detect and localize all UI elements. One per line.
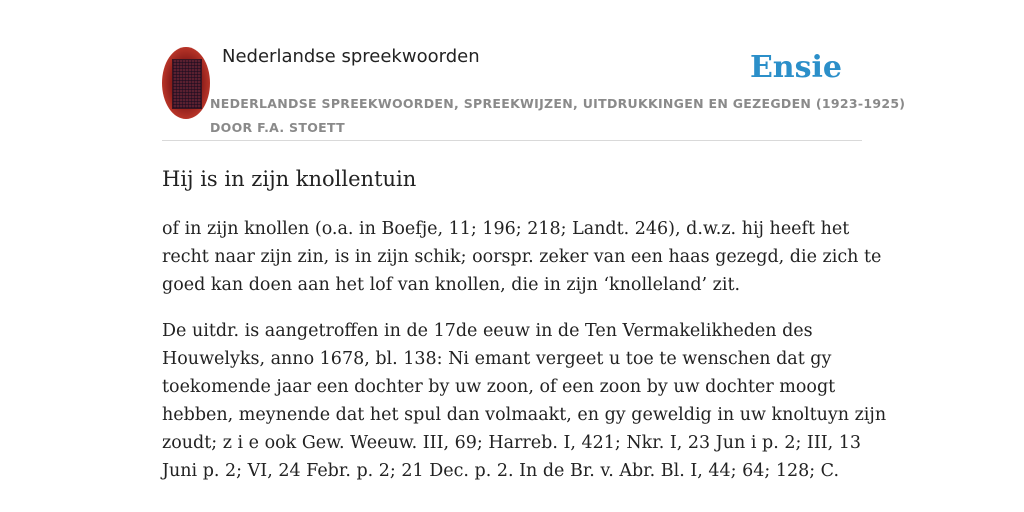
paragraph-1 xyxy=(162,215,882,299)
brand-logo[interactable]: Ensie xyxy=(749,50,842,85)
subtitle-author-line: DOOR F.A. STOETT xyxy=(210,120,345,135)
article xyxy=(162,160,887,485)
text-line: recht naar zijn zin, is in zijn schik; oorspr. zeker van een haas gezegd, die zich te xyxy=(162,247,882,267)
text-line: goed kan doen aan het lof van knollen, die in zijn ‘knolleland’ zit. xyxy=(162,275,741,295)
header xyxy=(162,44,906,141)
text-line: De uitdr. is aangetroffen in de 17de eeuw in de Ten Vermakelikheden des xyxy=(162,321,813,341)
text-line: hebben, meynende dat het spul dan volmaakt, en gy geweldig in uw knoltuyn zijn xyxy=(162,405,887,425)
text-line: Juni p. 2; VI, 24 Febr. p. 2; 21 Dec. p. 2. In de Br. v. Abr. Bl. I, 44; 64; 128; C. xyxy=(162,461,840,481)
text-line: toekomende jaar een dochter by uw zoon, of een zoon by uw dochter moogt xyxy=(162,377,836,397)
text-line: of in zijn knollen (o.a. in Boefje, 11; 196; 218; Landt. 246), d.w.z. hij heeft het xyxy=(162,219,850,239)
text-line: zoudt; z i e ook Gew. Weeuw. III, 69; Harreb. I, 421; Nkr. I, 23 Jun i p. 2; III, 13 xyxy=(162,433,862,453)
paragraph-2 xyxy=(162,317,887,485)
article-title: Hij is in zijn knollentuin xyxy=(162,167,417,191)
site-title[interactable]: Nederlandse spreekwoorden xyxy=(222,46,480,67)
book-cover-pattern xyxy=(172,59,202,109)
book-subtitle xyxy=(210,92,906,140)
book-cover-image[interactable] xyxy=(162,47,210,119)
subtitle-line: NEDERLANDSE SPREEKWOORDEN, SPREEKWIJZEN, UITDRUKKINGEN EN GEZEGDEN (1923-1925) xyxy=(210,96,906,111)
text-line: Houwelyks, anno 1678, bl. 138: Ni emant vergeet u toe te wenschen dat gy xyxy=(162,349,832,369)
